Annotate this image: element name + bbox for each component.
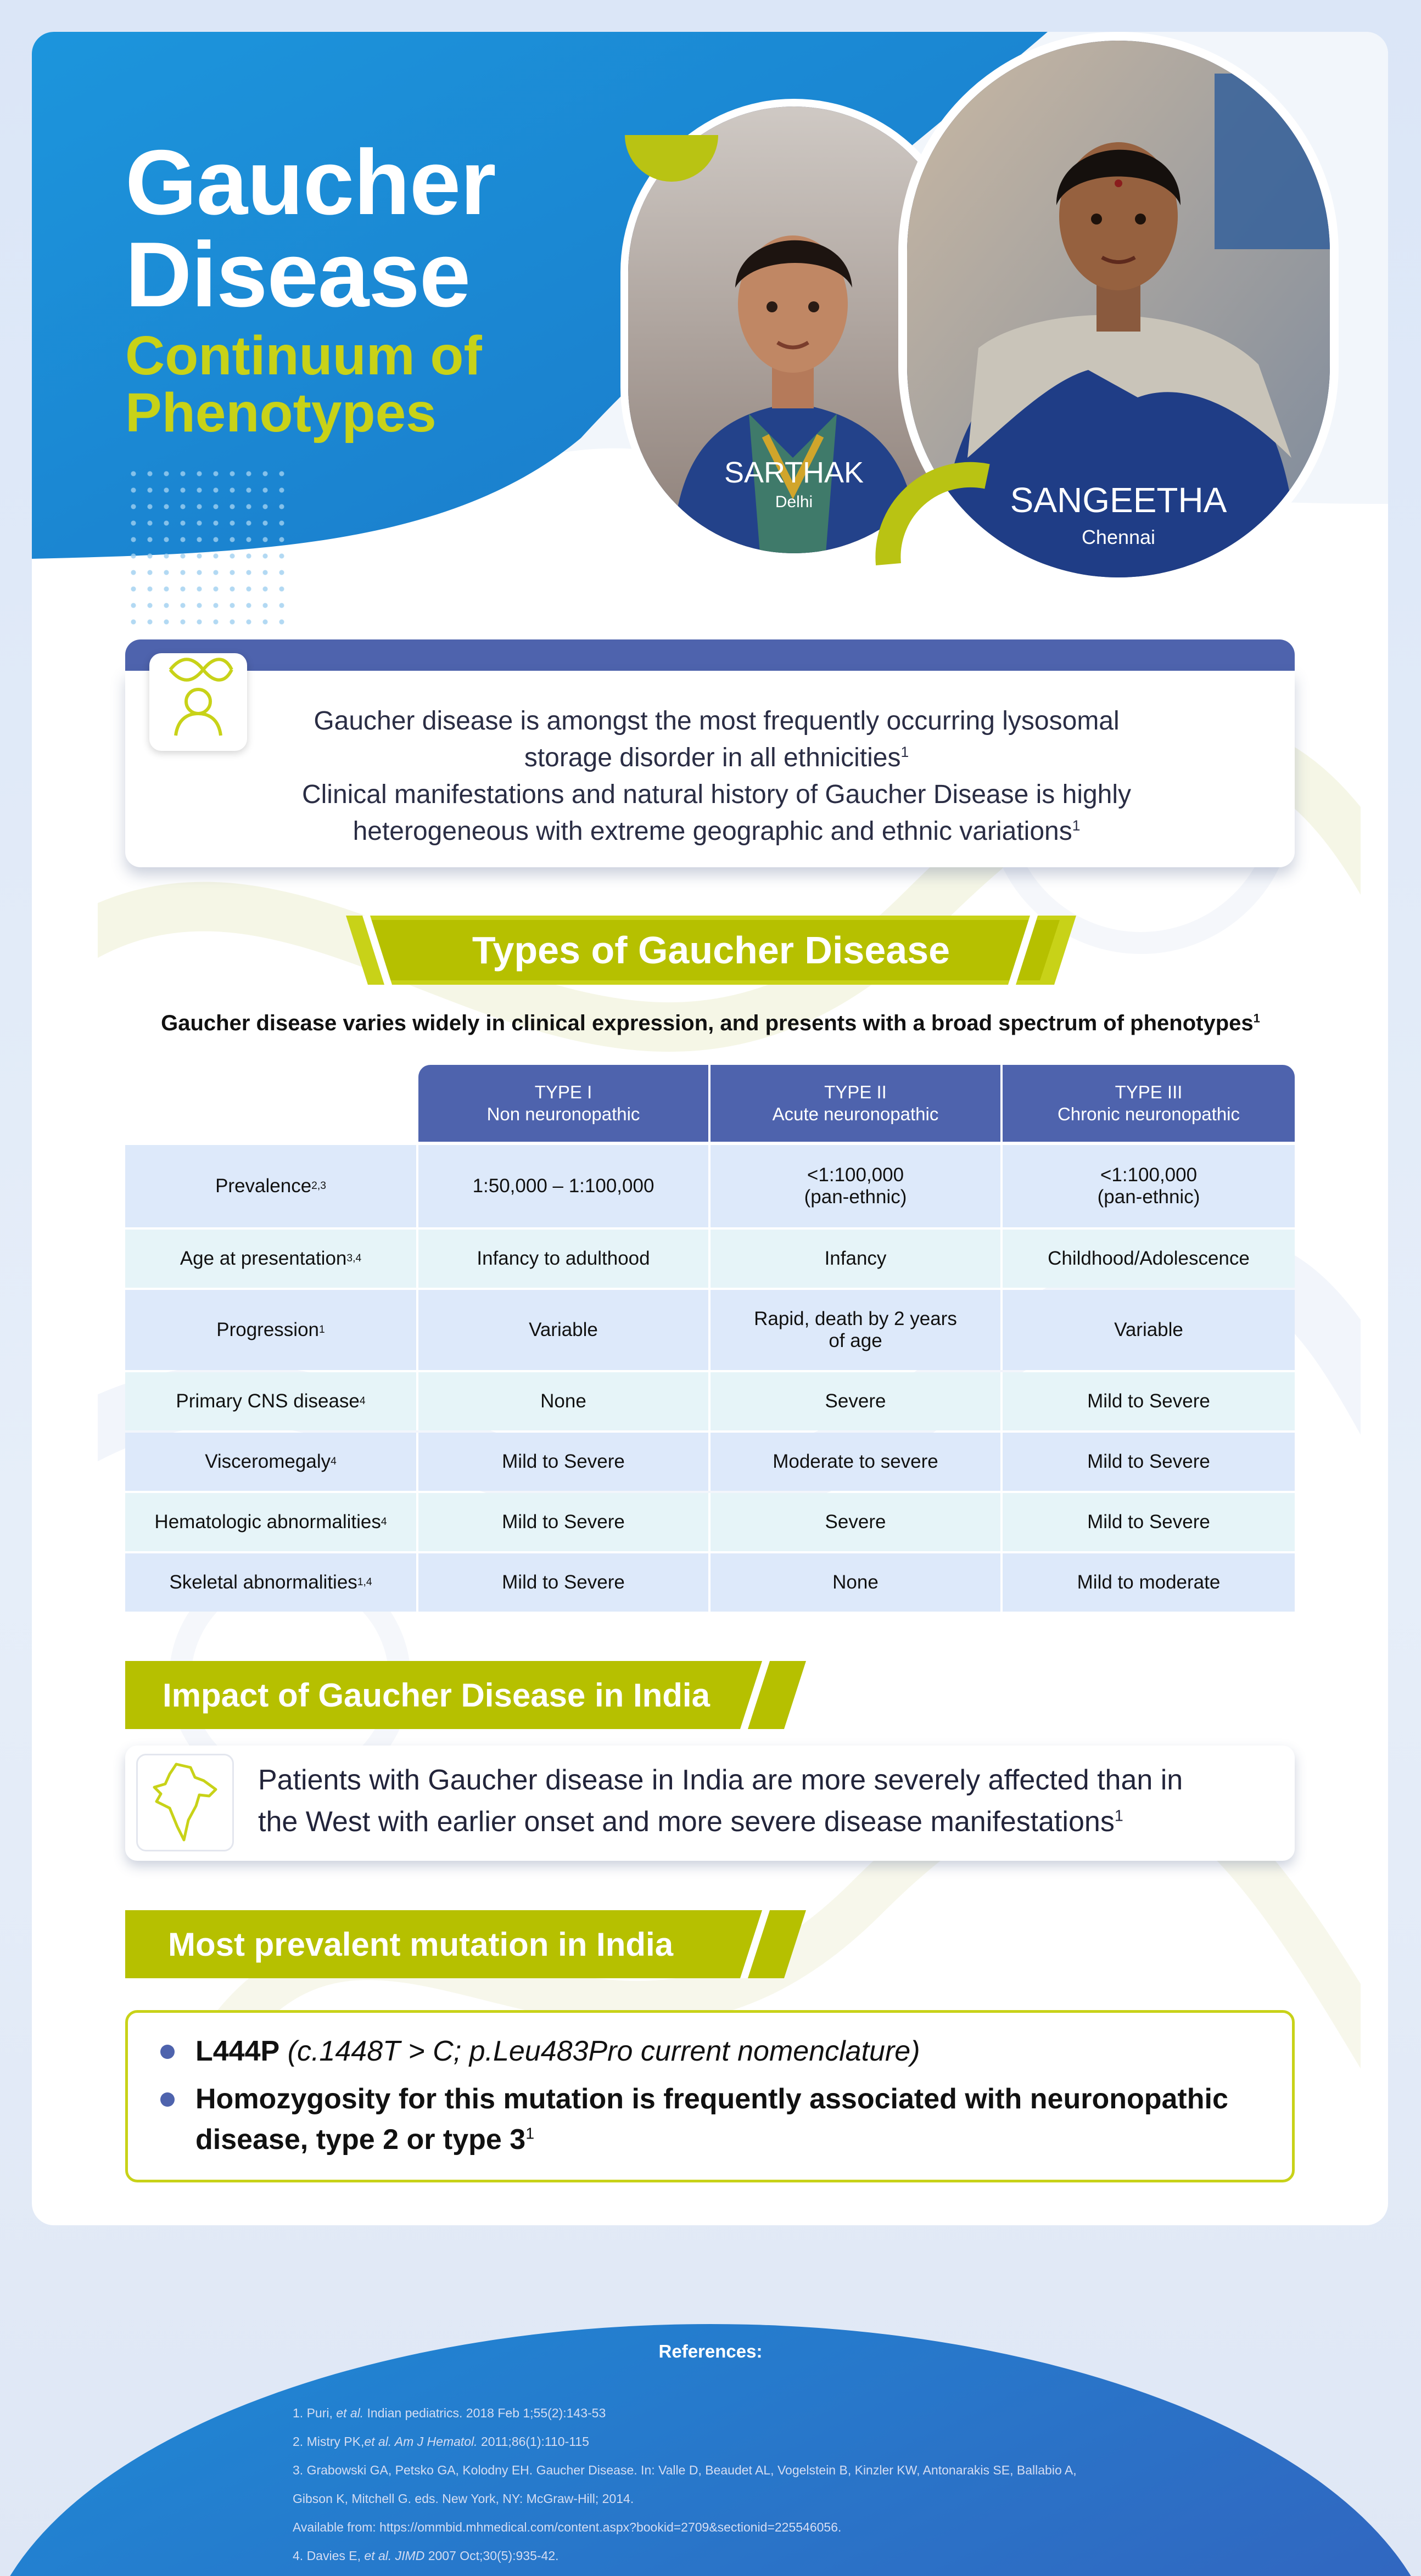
type3-label: TYPE III	[1115, 1082, 1183, 1102]
row-label: Age at presentation	[180, 1248, 347, 1269]
row-cell-type2: Infancy	[710, 1230, 1003, 1288]
table-row: Skeletal abnormalities 1,4 Mild to Severe None Mild to moderate	[125, 1553, 1295, 1612]
row-cell-type1: Infancy to adulthood	[418, 1230, 710, 1288]
patient1-city: Delhi	[775, 493, 813, 511]
row-cell-type2-line2: (pan-ethnic)	[804, 1186, 907, 1208]
row-cell-type1: Mild to Severe	[418, 1433, 710, 1491]
ref4-source: 2007 Oct;30(5):935-42.	[424, 2549, 559, 2563]
mutation-title: Most prevalent mutation in India	[168, 1926, 674, 1963]
row-cell-type2: Severe	[710, 1493, 1003, 1551]
type2-label: TYPE II	[824, 1082, 887, 1102]
table-header-type1	[418, 1065, 708, 1142]
row-cell-type1: None	[418, 1372, 710, 1430]
ref1-source: Indian pediatrics. 2018 Feb 1;55(2):143-53	[363, 2406, 606, 2420]
references-heading: References:	[658, 2341, 763, 2361]
ref1-authors: 1. Puri,	[293, 2406, 337, 2420]
table-header-type3	[1003, 1065, 1295, 1142]
row-label: Progression	[216, 1319, 320, 1340]
row-cell-type3: Mild to Severe	[1087, 1390, 1210, 1412]
table-row: Age at presentation 3,4 Infancy to adulthood Infancy Childhood/Adolescence	[125, 1230, 1295, 1288]
reference-1	[293, 2406, 606, 2421]
page-subtitle: Continuum of Phenotypes	[125, 325, 482, 444]
mutation-bullet2	[195, 2079, 1283, 2160]
intro-line2-sup: 1	[900, 744, 909, 760]
mutation-bullet2-sup: 1	[525, 2125, 535, 2143]
intro-line1: Gaucher disease is amongst the most frequently occurring lysosomal	[314, 706, 1120, 736]
row-cell-type3: Variable	[1114, 1319, 1183, 1340]
ref4-journal: et al. JIMD	[364, 2549, 425, 2563]
type1-label: TYPE I	[534, 1082, 592, 1102]
table-row: Prevalence 2,3 1:50,000 – 1:100,000 <1:100,000 (pan-ethnic) <1:100,000 (pan-ethnic)	[125, 1145, 1295, 1227]
intro-line4: heterogeneous with extreme geographic and ethnic variations	[353, 817, 1072, 846]
bullet-icon	[160, 2092, 175, 2107]
impact-text	[258, 1759, 1279, 1843]
table-row: Visceromegaly 4 Mild to Severe Moderate to severe Mild to Severe	[125, 1433, 1295, 1491]
table-row: Hematologic abnormalities 4 Mild to Severe Severe Mild to Severe	[125, 1493, 1295, 1551]
row-cell-type1: 1:50,000 – 1:100,000	[418, 1145, 710, 1227]
page-title: Gaucher Disease	[125, 131, 496, 326]
row-cell-type2: <1:100,000	[807, 1164, 904, 1186]
intro-text	[181, 703, 1252, 850]
ref1-etal: et al.	[336, 2406, 364, 2420]
mutation-bullet1	[195, 2031, 1272, 2072]
row-cell-type2: None	[710, 1553, 1003, 1612]
row-cell-type1: Variable	[418, 1290, 710, 1370]
patient1-name: SARTHAK	[724, 456, 864, 489]
bullet-icon	[160, 2045, 175, 2059]
patient2-city: Chennai	[1081, 526, 1156, 548]
table-row: Progression 1 Variable Rapid, death by 2 years of age Variable	[125, 1290, 1295, 1370]
intro-line3: Clinical manifestations and natural history of Gaucher Disease is highly	[301, 780, 1132, 809]
row-cell-type2: Severe	[710, 1372, 1003, 1430]
india-map-icon	[136, 1754, 234, 1851]
row-label: Hematologic abnormalities	[154, 1511, 381, 1533]
patient2-name: SANGEETHA	[1010, 480, 1227, 520]
ref2-source: 2011;86(1):110-115	[477, 2434, 589, 2449]
row-cell-type3-line2: (pan-ethnic)	[1097, 1186, 1200, 1208]
type2-desc: Acute neuronopathic	[772, 1104, 939, 1124]
row-cell-type2: Moderate to severe	[710, 1433, 1003, 1491]
types-subtitle-text: Gaucher disease varies widely in clinical expression, and presents with a broad spectrum of phenotypes	[161, 1011, 1254, 1035]
row-cell-type3: Mild to moderate	[1077, 1572, 1221, 1593]
row-label: Primary CNS disease	[176, 1390, 360, 1412]
reference-4	[293, 2549, 559, 2563]
types-subtitle-sup: 1	[1253, 1011, 1260, 1025]
reference-3: 3. Grabowski GA, Petsko GA, Kolodny EH. Gaucher Disease. In: Valle D, Beaudet AL, Vogelstein B, Kinzler KW, Antonarakis SE, Ballabio A,	[293, 2463, 1077, 2477]
impact-line2: the West with earlier onset and more severe disease manifestations	[258, 1806, 1115, 1838]
mutation-bullet2-line1: Homozygosity for this mutation is frequently associated with neuronopathic	[195, 2083, 1228, 2115]
mutation-nomenclature: (c.1448T > C; p.Leu483Pro current nomenclature)	[287, 2035, 920, 2067]
row-cell-type2: Rapid, death by 2 years	[754, 1308, 957, 1329]
row-cell-type1: Mild to Severe	[418, 1553, 710, 1612]
reference-2	[293, 2434, 589, 2449]
intro-line2: storage disorder in all ethnicities	[524, 743, 901, 772]
row-label: Skeletal abnormalities	[169, 1572, 357, 1593]
row-cell-type1: Mild to Severe	[418, 1493, 710, 1551]
impact-line1: Patients with Gaucher disease in India are more severely affected than in	[258, 1764, 1183, 1796]
ref2-authors: 2. Mistry PK,	[293, 2434, 365, 2449]
type3-desc: Chronic neuronopathic	[1057, 1104, 1240, 1124]
row-cell-type3: Mild to Severe	[1087, 1511, 1210, 1533]
types-title: Types of Gaucher Disease	[472, 929, 950, 972]
accent-arc-bottom	[866, 454, 998, 570]
impact-line2-sup: 1	[1114, 1807, 1123, 1825]
reference-3-line2: Gibson K, Mitchell G. eds. New York, NY: McGraw-Hill; 2014.	[293, 2491, 634, 2506]
types-table	[125, 1065, 1295, 1614]
table-row: Primary CNS disease 4 None Severe Mild to Severe	[125, 1372, 1295, 1430]
intro-line4-sup: 1	[1072, 817, 1081, 834]
table-header-type2	[710, 1065, 1000, 1142]
reference-3-url[interactable]: Available from: https://ommbid.mhmedical.com/content.aspx?bookid=2709&sectionid=225546056.	[293, 2520, 842, 2534]
ref2-journal: et al. Am J Hematol.	[364, 2434, 478, 2449]
mutation-bullet2-line2: disease, type 2 or type 3	[195, 2124, 526, 2156]
mutation-name: L444P	[195, 2035, 280, 2067]
types-subtitle	[0, 1011, 1421, 1036]
row-cell-type3: Childhood/Adolescence	[1048, 1248, 1250, 1269]
type1-desc: Non neuronopathic	[486, 1104, 640, 1124]
row-label: Visceromegaly	[205, 1451, 331, 1472]
row-cell-type3: <1:100,000	[1100, 1164, 1198, 1186]
impact-title: Impact of Gaucher Disease in India	[163, 1676, 710, 1714]
accent-arc-top	[625, 135, 718, 184]
row-cell-type3: Mild to Severe	[1087, 1451, 1210, 1472]
ref4-authors: 4. Davies E,	[293, 2549, 365, 2563]
row-cell-type2-line2: of age	[829, 1330, 882, 1351]
dot-pattern	[125, 465, 284, 625]
row-label: Prevalence	[215, 1175, 312, 1197]
